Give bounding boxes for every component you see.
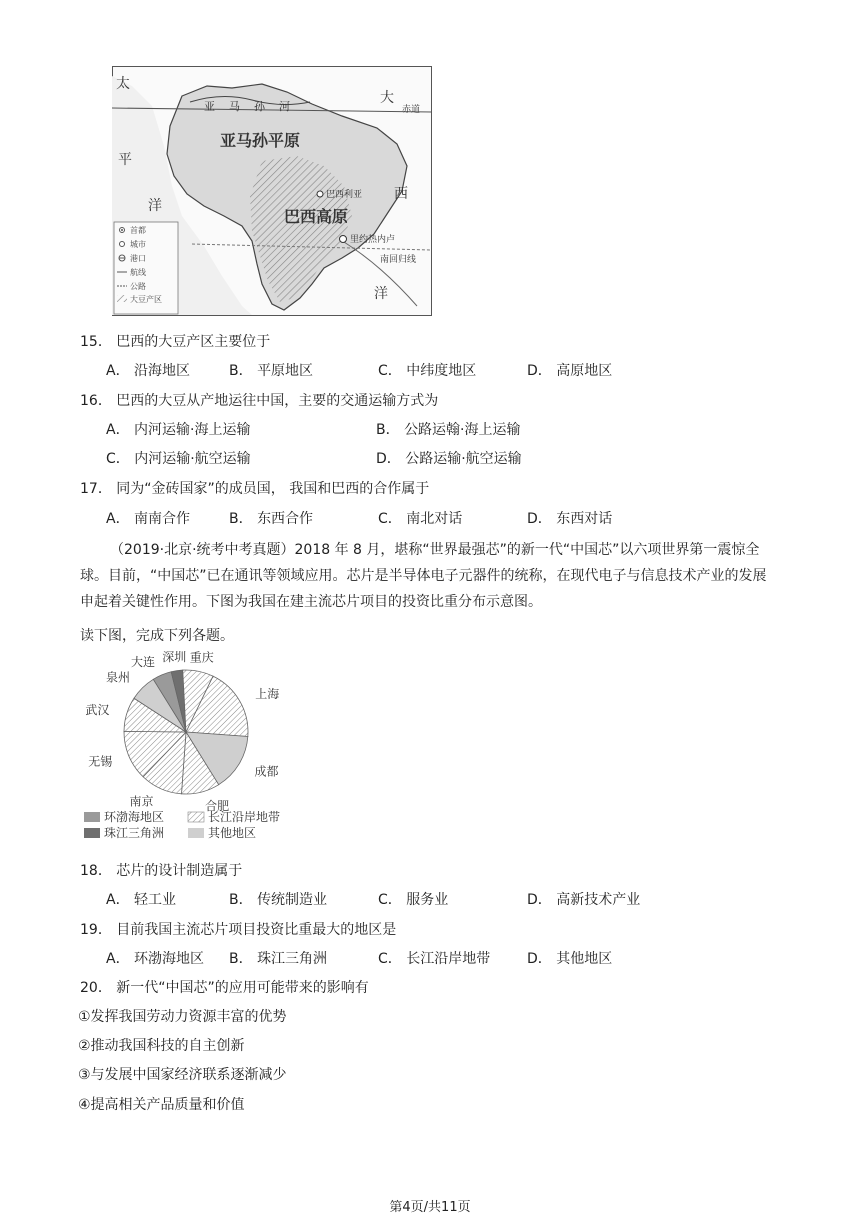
q15-option-d[interactable]: D． 高原地区 — [527, 363, 613, 379]
question-18: 18． 芯片的设计制造属于 — [80, 863, 243, 879]
svg-text:巴西利亚: 巴西利亚 — [326, 190, 363, 200]
svg-text:珠江三角洲: 珠江三角洲 — [104, 826, 165, 840]
svg-text:巴西高原: 巴西高原 — [284, 207, 349, 226]
question-19: 19． 目前我国主流芯片项目投资比重最大的地区是 — [80, 922, 397, 938]
pie-label-5: 武汉 — [85, 703, 110, 718]
pie-label-1: 成都 — [254, 764, 279, 779]
q19-option-a[interactable]: A． 环渤海地区 — [106, 951, 205, 967]
q18-option-b[interactable]: B． 传统制造业 — [229, 892, 328, 908]
question-17: 17． 同为“金砖国家”的成员国， 我国和巴西的合作属于 — [80, 481, 430, 497]
page-footer: 第4页/共11页 — [389, 1200, 471, 1215]
q18-option-d[interactable]: D． 高新技术产业 — [527, 892, 641, 908]
svg-text:太: 太 — [116, 76, 130, 92]
statement-3: ③与发展中国家经济联系逐渐减少 — [78, 1067, 287, 1083]
q19-option-c[interactable]: C． 长江沿岸地带 — [378, 951, 491, 967]
svg-text:西: 西 — [394, 186, 408, 202]
reading-instruction: 读下图，完成下列各题。 — [80, 628, 234, 644]
statement-2: ②推动我国科技的自主创新 — [78, 1038, 245, 1054]
svg-text:赤道: 赤道 — [402, 105, 421, 115]
svg-text:洋: 洋 — [374, 286, 388, 302]
svg-text:港口: 港口 — [130, 254, 146, 263]
brasilia-marker — [317, 191, 323, 197]
pie-label-0: 上海 — [255, 686, 280, 701]
q16-option-b[interactable]: B． 公路运翰·海上运输 — [376, 422, 521, 438]
pie-label-3: 南京 — [129, 794, 154, 809]
q18-option-c[interactable]: C． 服务业 — [378, 892, 449, 908]
question-15: 15． 巴西的大豆产区主要位于 — [80, 334, 271, 350]
q15-option-a[interactable]: A． 沿海地区 — [106, 363, 191, 379]
statement-4: ④提高相关产品质量和价值 — [78, 1097, 245, 1113]
svg-text:平: 平 — [118, 152, 132, 168]
legend-swatch-qita — [188, 828, 204, 838]
legend-swatch-changjiang — [188, 812, 204, 822]
question-20: 20． 新一代“中国芯”的应用可能带来的影响有 — [80, 980, 369, 996]
svg-text:其他地区: 其他地区 — [208, 826, 257, 840]
q16-option-c[interactable]: C． 内河运输·航空运输 — [106, 451, 251, 467]
svg-text:南回归线: 南回归线 — [380, 255, 417, 265]
q16-option-d[interactable]: D． 公路运输·航空运输 — [376, 451, 522, 467]
reading-passage: （2019·北京·统考中考真题）2018 年 8 月，堪称“世界最强芯”的新一代“中国芯”以六项世界第一震惊全球。目前，“中国芯”已在通讯等领域应用。芯片是半导体电子元器件的统称，在现代电子与信息技术产业的发展申起着关键性作用。下图为我国在建主流芯片项目的投资比重分布示意图。 — [80, 542, 767, 610]
chip-investment-chart — [76, 650, 296, 850]
pie-legend — [84, 809, 280, 840]
q16-option-a[interactable]: A． 内河运输·海上运输 — [106, 422, 251, 438]
svg-text:公路: 公路 — [130, 282, 146, 291]
q15-option-c[interactable]: C． 中纬度地区 — [378, 363, 477, 379]
brazil-map — [112, 66, 432, 316]
svg-text:亚马孙河: 亚马孙河 — [204, 100, 304, 113]
q17-option-b[interactable]: B． 东西合作 — [229, 511, 314, 527]
rio-marker — [340, 236, 347, 243]
pie-label-9: 重庆 — [189, 650, 214, 665]
svg-text:长江沿岸地带: 长江沿岸地带 — [208, 810, 281, 824]
pie-label-4: 无锡 — [88, 754, 113, 769]
svg-text:城市: 城市 — [130, 240, 146, 249]
q18-option-a[interactable]: A． 轻工业 — [106, 892, 177, 908]
svg-text:亚马孙平原: 亚马孙平原 — [220, 131, 301, 150]
svg-text:大: 大 — [380, 90, 394, 106]
svg-text:环渤海地区: 环渤海地区 — [104, 810, 165, 824]
svg-text:航线: 航线 — [130, 268, 146, 277]
pie-label-8: 深圳 — [162, 650, 187, 664]
pie-label-6: 泉州 — [105, 670, 131, 685]
pie-label-2: 合肥 — [205, 798, 230, 813]
svg-text:里约热内卢: 里约热内卢 — [350, 235, 396, 245]
map-legend — [114, 222, 178, 314]
pie-chart-svg — [76, 650, 296, 850]
brazil-map-svg — [112, 66, 432, 316]
statement-1: ①发挥我国劳动力资源丰富的优势 — [78, 1009, 287, 1025]
svg-text:首都: 首都 — [130, 226, 146, 235]
pie-slices — [124, 670, 248, 794]
q19-option-d[interactable]: D． 其他地区 — [527, 951, 613, 967]
svg-text:大豆产区: 大豆产区 — [130, 295, 162, 304]
q19-option-b[interactable]: B． 珠江三角洲 — [229, 951, 328, 967]
legend-swatch-zhusanjiao — [84, 828, 100, 838]
q15-option-b[interactable]: B． 平原地区 — [229, 363, 314, 379]
q17-option-d[interactable]: D． 东西对话 — [527, 511, 613, 527]
q17-option-a[interactable]: A． 南南合作 — [106, 511, 191, 527]
pie-label-7: 大连 — [130, 654, 155, 669]
legend-swatch-huanbohai — [84, 812, 100, 822]
svg-text:洋: 洋 — [148, 198, 162, 214]
q17-option-c[interactable]: C． 南北对话 — [378, 511, 463, 527]
question-16: 16． 巴西的大豆从产地运往中国，主要的交通运输方式为 — [80, 393, 439, 409]
